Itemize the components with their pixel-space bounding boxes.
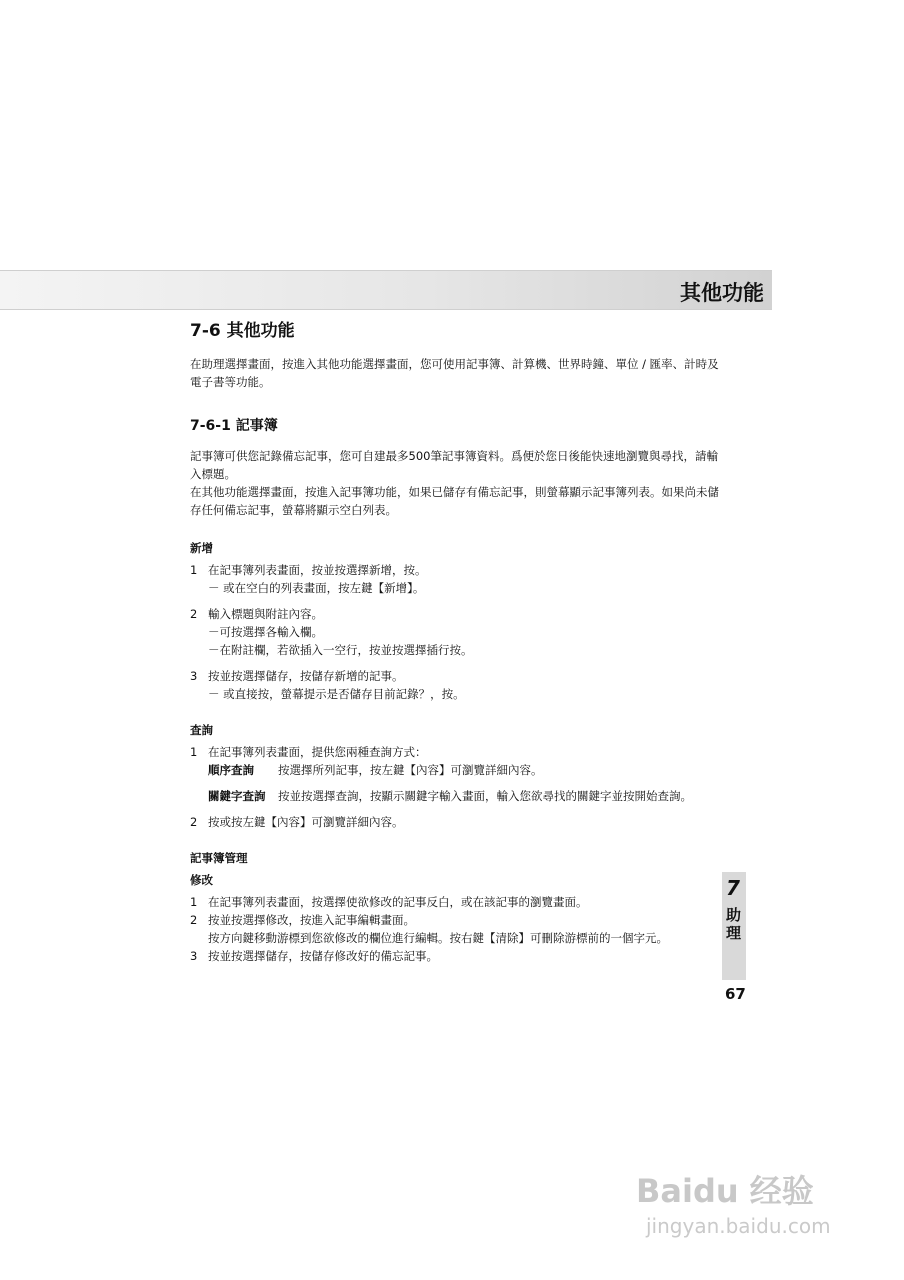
modify-step-3 [190,947,720,965]
step-text: 按並按選擇儲存，按儲存修改好的備忘記事。 [208,949,438,963]
query-mode-term: 關鍵字查詢 [208,789,266,803]
add-step-1-note: － 或在空白的列表畫面，按左鍵【新增】。 [208,581,425,595]
add-step-3 [190,667,720,685]
add-step-2-note-2: －在附註欄，若欲插入一空行，按並按選擇插行按。 [208,643,473,657]
manage-heading: 記事簿管理 [190,851,248,865]
subsection-title: 7-6-1 記事簿 [190,418,278,434]
step-text: 在記事簿列表畫面，提供您兩種查詢方式： [208,745,427,759]
step-text: 按或按左鍵【內容】可瀏覽詳細內容。 [208,815,404,829]
page-content [190,316,720,965]
step-text: 按並按選擇修改，按進入記事編輯畫面。 [208,913,415,927]
step-text: 輸入標題與附註內容。 [208,607,323,621]
add-step-2-note-1: －可按選擇各輸入欄。 [208,625,323,639]
query-mode-term: 順序查詢 [208,763,254,777]
chapter-header-band [0,270,772,310]
subsection-para1: 記事簿可供您記錄備忘記事，您可自建最多500筆記事簿資料。爲便於您日後能快速地瀏覽與尋找，請輸入標題。 [190,449,718,481]
query-mode-desc: 按選擇所列記事，按左鍵【內容】可瀏覽詳細內容。 [278,763,543,777]
section-intro: 在助理選擇畫面，按進入其他功能選擇畫面，您可使用記事簿、計算機、世界時鐘、單位 / 匯率、計時及電子書等功能。 [190,357,719,389]
step-number: 2 [190,913,198,927]
query-step-2 [190,813,720,831]
modify-step-2-note: 按方向鍵移動游標到您欲修改的欄位進行編輯。按右鍵【清除】可刪除游標前的一個字元。 [208,931,668,945]
subsection-para2: 在其他功能選擇畫面，按進入記事簿功能，如果已儲存有備忘記事，則螢幕顯示記事簿列表。如果尚未儲存任何備忘記事，螢幕將顯示空白列表。 [190,485,719,517]
query-mode-desc: 按並按選擇查詢，按顯示關鍵字輸入畫面，輸入您欲尋找的關鍵字並按開始查詢。 [278,789,692,803]
add-heading: 新增 [190,541,213,555]
step-number: 1 [190,745,198,759]
chapter-title: 其他功能 [680,281,764,305]
modify-step-1 [190,893,720,911]
query-mode-sequential [190,761,720,779]
add-step-2 [190,605,720,623]
watermark-url: jingyan.baidu.com [646,1214,831,1238]
step-number: 1 [190,895,198,909]
step-number: 2 [190,607,198,621]
page-number: 67 [725,985,746,1003]
step-number: 1 [190,563,198,577]
query-mode-keyword [190,787,720,805]
step-number: 3 [190,669,198,683]
chapter-label: 助理 [726,906,742,942]
section-title: 7-6 其他功能 [190,321,295,341]
step-text: 在記事簿列表畫面，按並按選擇新增，按。 [208,563,427,577]
chapter-side-tab [722,872,746,980]
add-step-3-note: － 或直接按，螢幕提示是否儲存目前記錄？，按。 [208,687,465,701]
step-text: 按並按選擇儲存，按儲存新增的記事。 [208,669,404,683]
step-text: 在記事簿列表畫面，按選擇使欲修改的記事反白，或在該記事的瀏覽畫面。 [208,895,588,909]
watermark-logo: Baidu 经验 [636,1172,814,1210]
step-number: 3 [190,949,198,963]
query-heading: 查詢 [190,723,213,737]
chapter-number: 7 [726,876,740,900]
add-step-1 [190,561,720,579]
query-step-1 [190,743,720,761]
step-number: 2 [190,815,198,829]
modify-step-2 [190,911,720,929]
modify-heading: 修改 [190,873,213,887]
